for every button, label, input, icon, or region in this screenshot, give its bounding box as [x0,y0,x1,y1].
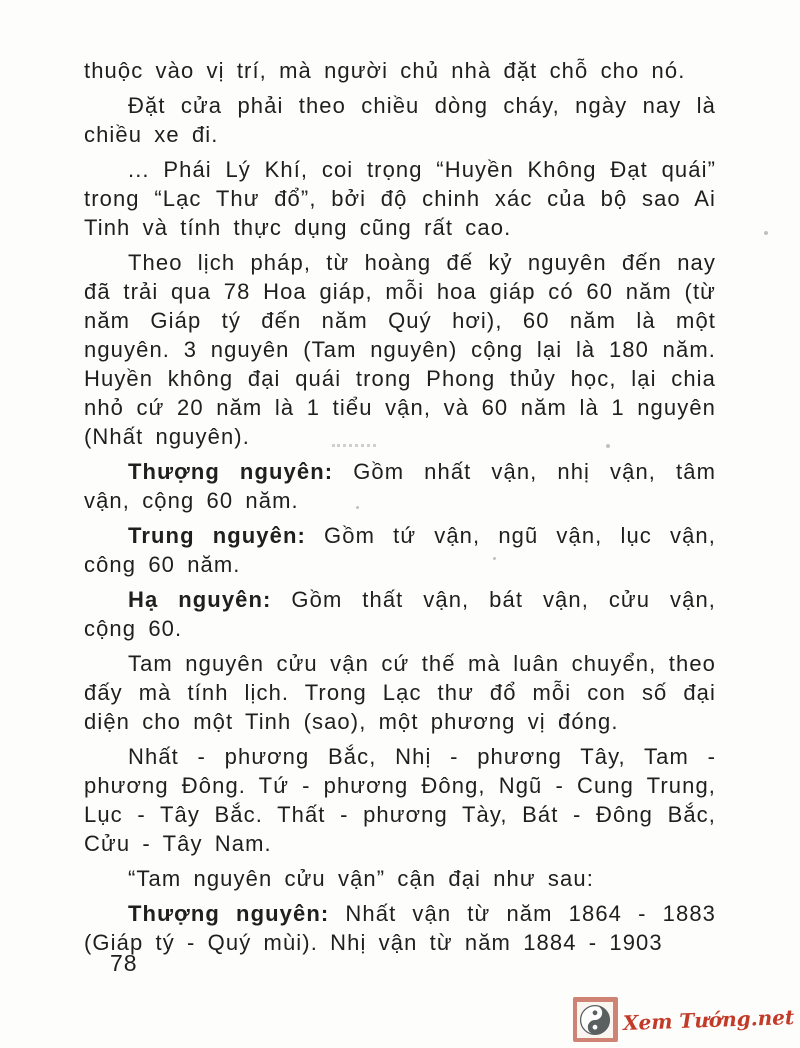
scan-artifact [356,506,359,509]
scan-artifact [764,231,768,235]
watermark-brand: Xem Tướng.net [622,1004,795,1035]
paragraph-text: Gồm nhất vận, nhị vận, tâm vận, cộng 60 năm. [84,459,716,513]
paragraph-text: Gồm tứ vận, ngũ vận, lục vận, công 60 năm. [84,523,716,577]
paragraph-text: “Tam nguyên cửu vận” cận đại như sau: [128,866,594,891]
scan-artifact [606,444,610,448]
paragraph [84,742,716,858]
paragraph [84,521,716,579]
watermark [573,997,794,1042]
scan-artifact [332,444,376,447]
paragraph [84,155,716,242]
paragraph-text: Tam nguyên cửu vận cứ thế mà luân chuyển, theo đấy mà tính lịch. Trong Lạc thư đổ mỗi con số đại diện cho một Tinh (sao), một phương vị đóng. [84,651,716,734]
yin-yang-icon [573,997,618,1042]
paragraph-text: ... Phái Lý Khí, coi trọng “Huyền Không Đạt quái” trong “Lạc Thư đổ”, bởi độ chinh xác của bộ sao Ai Tinh và tính thực dụng cũng rất cao. [84,157,716,240]
paragraph-text: Nhất - phương Bắc, Nhị - phương Tây, Tam - phương Đông. Tứ - phương Đông, Ngũ - Cung Trung, Lục - Tây Bắc. Thất - phương Tày, Bát - Đông Bắc, Cửu - Tây Nam. [84,744,716,856]
paragraph-text: Theo lịch pháp, từ hoàng đế kỷ nguyên đến nay đã trải qua 78 Hoa giáp, mỗi hoa giáp có 60 năm (từ năm Giáp tý đến năm Quý hơi), 60 năm là một nguyên. 3 nguyên (Tam nguyên) cộng lại là 180 năm. Huyền không đại quái trong Phong thủy học, lại chia nhỏ cứ 20 năm là 1 tiểu vận, và 60 năm là 1 nguyên (Nhất nguyên). [84,250,716,449]
paragraph-text: Đặt cửa phải theo chiều dòng cháy, ngày nay là chiều xe đi. [84,93,716,147]
body-text-block [84,56,716,963]
paragraph-lead: Thượng nguyên: [128,459,334,484]
paragraph [84,585,716,643]
yin-yang-svg [579,1004,611,1036]
paragraph-text: Gồm thất vận, bát vận, cửu vận, cộng 60. [84,587,716,641]
paragraph-text: Nhất vận từ năm 1864 - 1883 (Giáp tý - Quý mùi). Nhị vận từ năm 1884 - 1903 [84,901,716,955]
paragraph-lead: Hạ nguyên: [128,587,272,612]
paragraph [84,899,716,957]
paragraph [84,457,716,515]
paragraph-lead: Thượng nguyên: [128,901,330,926]
paragraph [84,649,716,736]
page-number: 78 [110,950,138,976]
paragraph-text: thuộc vào vị trí, mà người chủ nhà đặt chỗ cho nó. [84,58,686,83]
paragraph [84,864,716,893]
paragraph [84,248,716,451]
paragraph [84,91,716,149]
paragraph-lead: Trung nguyên: [128,523,306,548]
scan-artifact [493,557,496,560]
paragraph [84,56,716,85]
yin-yang-icon-frame [577,1002,613,1038]
